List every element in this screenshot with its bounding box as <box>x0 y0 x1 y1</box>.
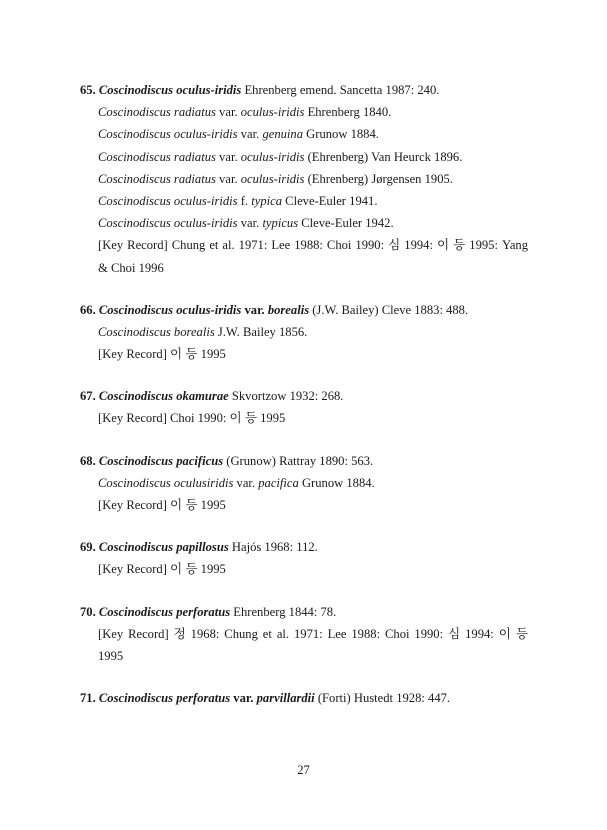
taxon-name-bold <box>99 303 241 317</box>
entry-spacer <box>80 279 528 299</box>
synonym-name: Coscinodiscus oculus-iridis <box>98 127 238 142</box>
authority-text: Grunow 1884. <box>298 475 375 490</box>
taxon-name: Coscinodiscus pacificus <box>98 453 224 468</box>
taxon-name: parvillardii <box>256 691 315 706</box>
key-record: [Key Record] 이 등 1995 <box>98 347 226 362</box>
entry-heading <box>80 385 528 407</box>
key-record: [Key Record] 정 1968: Chung et al. 1971: Lee 1988: Choi 1990: 심 1994: 이 등 1995 <box>98 626 528 664</box>
entry-number: 68. <box>80 453 96 468</box>
taxon-name-bold <box>99 605 230 619</box>
entry-heading <box>80 299 528 321</box>
authority-text: Hajós 1968: 112. <box>228 540 318 555</box>
synonym-line <box>80 168 528 190</box>
entry-spacer <box>80 430 528 450</box>
authority-text: (Ehrenberg) Jørgensen 1905. <box>304 171 453 186</box>
authority-text: var. <box>233 475 259 490</box>
synonym-name: Coscinodiscus oculus-iridis <box>98 216 238 231</box>
entry-number: 69. <box>80 540 96 555</box>
synonym-name: typicus <box>262 216 299 231</box>
authority-text: var. <box>237 127 263 142</box>
taxon-name-bold <box>99 389 229 403</box>
taxon-name: Coscinodiscus oculus-iridis <box>98 302 242 317</box>
synonym-name: Coscinodiscus borealis <box>98 324 215 339</box>
species-entry <box>80 450 528 517</box>
authority-text: Cleve-Euler 1941. <box>282 193 378 208</box>
key-record: [Key Record] 이 등 1995 <box>98 498 226 513</box>
synonym-line <box>80 212 528 234</box>
authority-text: (Forti) Hustedt 1928: 447. <box>314 691 451 706</box>
authority-text: Grunow 1884. <box>303 127 379 142</box>
key-record: [Key Record] 이 등 1995 <box>98 562 226 577</box>
taxon-name: Coscinodiscus papillosus <box>98 540 229 555</box>
synonym-name: Coscinodiscus oculusiridis <box>98 475 234 490</box>
species-entry <box>80 601 528 668</box>
synonym-line <box>80 101 528 123</box>
key-record: [Key Record] Choi 1990: 이 등 1995 <box>98 411 286 426</box>
synonym-name: Coscinodiscus radiatus <box>98 171 216 186</box>
entry-number: 66. <box>80 302 96 317</box>
entry-heading <box>80 687 528 709</box>
synonym-name: oculus-iridis <box>240 149 305 164</box>
authority-text: J.W. Bailey 1856. <box>214 324 308 339</box>
synonym-name: typica <box>251 193 283 208</box>
species-list <box>80 79 528 709</box>
rank-bold: var. <box>241 302 268 317</box>
taxon-name-bold <box>99 540 229 554</box>
species-entry <box>80 299 528 366</box>
synonym-name: oculus-iridis <box>240 171 305 186</box>
taxon-name-bold <box>257 691 315 705</box>
authority-text: Ehrenberg 1840. <box>304 105 392 120</box>
page-number: 27 <box>297 763 310 777</box>
taxon-name-bold <box>99 454 223 468</box>
taxon-name: Coscinodiscus okamurae <box>98 389 229 404</box>
authority-text: (J.W. Bailey) Cleve 1883: 488. <box>309 302 469 317</box>
entry-spacer <box>80 667 528 687</box>
synonym-name: Coscinodiscus radiatus <box>98 105 216 120</box>
synonym-line <box>80 123 528 145</box>
authority-text: (Ehrenberg) Van Heurck 1896. <box>304 149 463 164</box>
synonym-name: genuina <box>262 127 304 142</box>
authority-text: (Grunow) Rattray 1890: 563. <box>223 453 374 468</box>
synonym-line <box>80 472 528 494</box>
taxon-name: Coscinodiscus perforatus <box>98 604 231 619</box>
synonym-name: Coscinodiscus radiatus <box>98 149 216 164</box>
taxon-name-bold <box>99 691 230 705</box>
taxon-name-bold <box>268 303 309 317</box>
rank-bold: var. <box>230 691 257 706</box>
entry-number: 65. <box>80 83 96 97</box>
synonym-name: pacifica <box>258 475 299 490</box>
authority-text: Ehrenberg 1844: 78. <box>230 604 337 619</box>
authority-text: var. <box>215 171 241 186</box>
species-entry <box>80 79 528 279</box>
synonym-line <box>80 146 528 168</box>
taxon-name-bold <box>99 83 241 97</box>
authority-text: f. <box>237 193 252 208</box>
key-record: [Key Record] Chung et al. 1971: Lee 1988: Choi 1990: 심 1994: 이 등 1995: Yang & Choi 1996 <box>98 238 528 275</box>
species-entry <box>80 385 528 429</box>
authority-text: Skvortzow 1932: 268. <box>228 389 344 404</box>
entry-heading <box>80 79 528 101</box>
entry-number: 71. <box>80 691 96 706</box>
synonym-line <box>80 321 528 343</box>
authority-text: var. <box>215 105 241 120</box>
authority-text: Cleve-Euler 1942. <box>298 216 394 231</box>
entry-number: 70. <box>80 604 96 619</box>
synonym-line <box>80 190 528 212</box>
synonym-name: Coscinodiscus oculus-iridis <box>98 193 238 208</box>
species-entry <box>80 687 528 709</box>
entry-heading <box>80 536 528 558</box>
entry-spacer <box>80 516 528 536</box>
authority-text: Ehrenberg emend. Sancetta 1987: 240. <box>241 83 440 97</box>
entry-heading <box>80 601 528 623</box>
entry-spacer <box>80 581 528 601</box>
authority-text: var. <box>237 216 263 231</box>
taxon-name: Coscinodiscus perforatus <box>98 691 231 706</box>
synonym-name: oculus-iridis <box>240 105 305 120</box>
authority-text: var. <box>215 149 241 164</box>
entry-heading <box>80 450 528 472</box>
entry-spacer <box>80 365 528 385</box>
entry-number: 67. <box>80 389 96 404</box>
taxon-name: Coscinodiscus oculus-iridis <box>98 83 242 97</box>
species-entry <box>80 536 528 580</box>
taxon-name: borealis <box>267 302 310 317</box>
